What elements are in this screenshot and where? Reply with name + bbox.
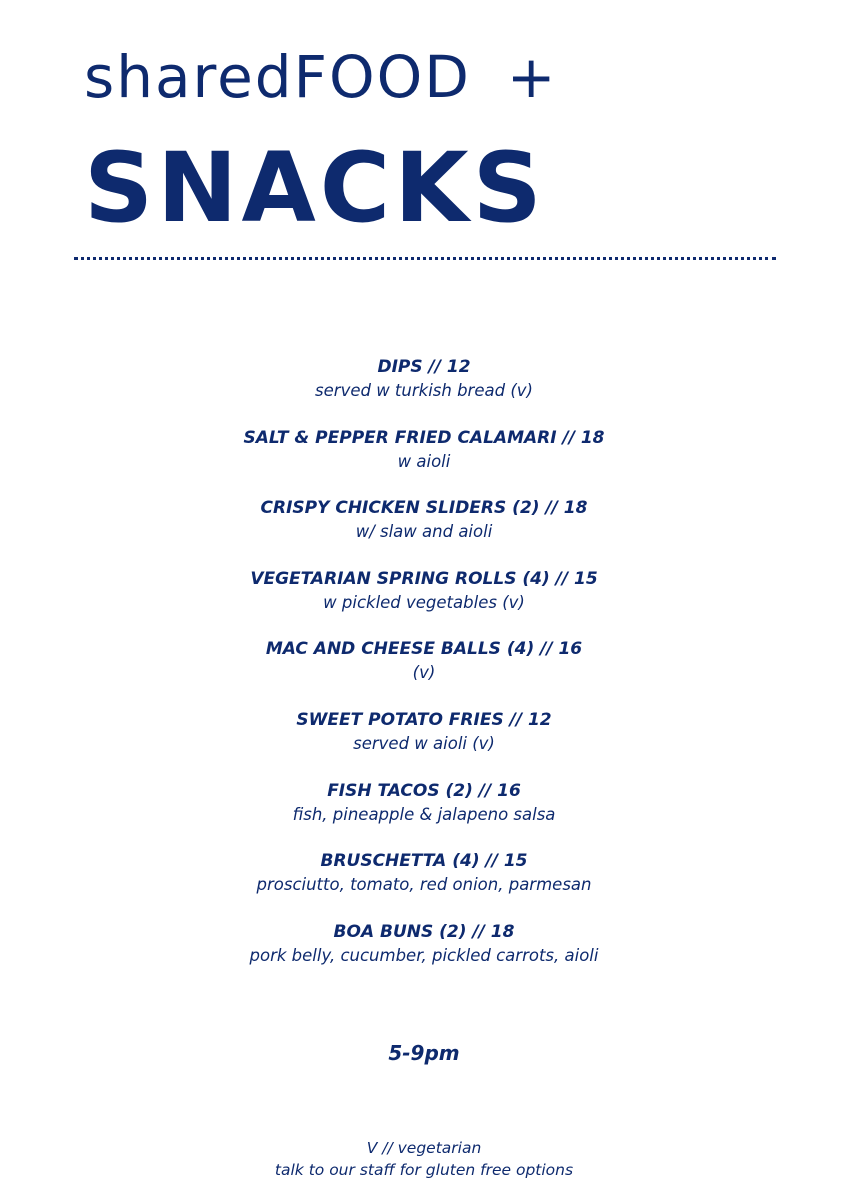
dotted-divider [74,257,776,260]
menu-item-name: CRISPY CHICKEN SLIDERS (2) // 18 [260,498,588,519]
menu-item-name: FISH TACOS (2) // 16 [327,780,521,801]
menu-item [0,848,848,919]
footer-notes [0,1137,848,1181]
menu-item-description: w/ slaw and aioli [355,522,493,542]
menu-item-description: fish, pineapple & jalapeno salsa [292,804,556,824]
menu-item [0,425,848,496]
menu-item-description: w pickled vegetables (v) [323,592,525,612]
title-light-text: sharedFOOD [84,43,471,111]
menu-item [0,778,848,849]
menu-item-description: served w turkish bread (v) [315,381,533,400]
menu-item-description: served w aioli (v) [353,733,495,753]
menu-item-name: SALT & PEPPER FRIED CALAMARI // 18 [243,427,605,448]
menu-item-name: VEGETARIAN SPRING ROLLS (4) // 15 [250,568,598,589]
menu-item-name: BRUSCHETTA (4) // 15 [320,851,528,872]
menu-item [0,354,848,425]
service-hours: 5-9pm [388,1041,460,1065]
menu-title-shared-food [84,43,558,111]
gluten-free-note: talk to our staff for gluten free options [274,1161,574,1179]
menu-item-description: pork belly, cucumber, pickled carrots, aioli [249,945,599,965]
vegetarian-legend: V // vegetarian [366,1139,482,1157]
menu-item-name: SWEET POTATO FRIES // 12 [296,709,552,730]
menu-title-snacks: SNACKS [84,132,546,244]
menu-item-name: MAC AND CHEESE BALLS (4) // 16 [265,639,583,660]
menu-item [0,566,848,637]
menu-item-name: BOA BUNS (2) // 18 [333,921,515,942]
menu-item [0,495,848,566]
menu-item [0,636,848,707]
menu-list [0,354,848,989]
menu-item [0,707,848,778]
menu-item [0,919,848,990]
menu-item-description: w aioli [397,451,451,471]
menu-item-description: prosciutto, tomato, red onion, parmesan [256,875,592,895]
title-plus: + [506,43,558,111]
menu-item-description: (v) [412,663,436,683]
menu-item-name: DIPS // 12 [377,357,471,377]
